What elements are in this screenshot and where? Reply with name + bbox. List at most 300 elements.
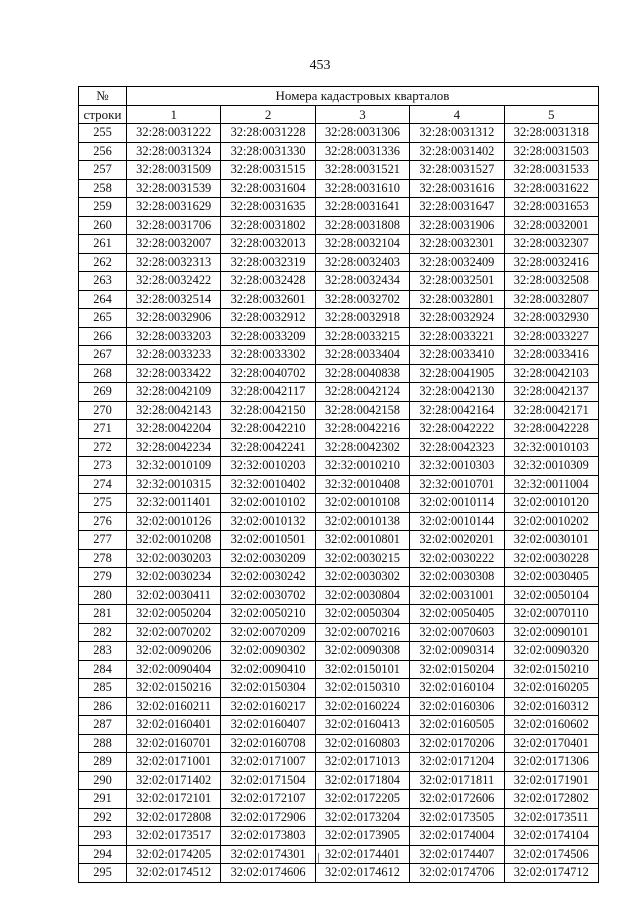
cadastral-number-cell: 32:02:0150101 — [315, 660, 409, 679]
table-header — [79, 87, 599, 124]
cadastral-number-cell: 32:28:0032501 — [410, 272, 504, 291]
cadastral-number-cell: 32:02:0160407 — [221, 716, 315, 735]
column-header-1: 1 — [127, 105, 221, 124]
cadastral-number-cell: 32:28:0031515 — [221, 161, 315, 180]
cadastral-number-cell: 32:28:0031509 — [127, 161, 221, 180]
row-number: 271 — [79, 420, 127, 439]
cadastral-number-cell: 32:02:0171504 — [221, 771, 315, 790]
page-number: 453 — [309, 58, 331, 73]
cadastral-number-cell: 32:28:0033221 — [410, 327, 504, 346]
cadastral-number-cell: 32:28:0031222 — [127, 124, 221, 143]
cadastral-number-cell: 32:28:0033410 — [410, 346, 504, 365]
row-number: 261 — [79, 235, 127, 254]
cadastral-number-cell: 32:02:0160217 — [221, 697, 315, 716]
cadastral-number-cell: 32:02:0174606 — [221, 864, 315, 883]
cadastral-number-cell: 32:02:0160803 — [315, 734, 409, 753]
cadastral-number-cell: 32:28:0032912 — [221, 309, 315, 328]
cadastral-number-cell: 32:28:0042130 — [410, 383, 504, 402]
table-row — [79, 531, 599, 550]
row-number: 291 — [79, 790, 127, 809]
cadastral-number-cell: 32:28:0042216 — [315, 420, 409, 439]
group-title: Номера кадастровых кварталов — [127, 87, 599, 106]
cadastral-number-cell: 32:02:0172205 — [315, 790, 409, 809]
row-number: 284 — [79, 660, 127, 679]
cadastral-number-cell: 32:02:0174205 — [127, 845, 221, 864]
row-number: 265 — [79, 309, 127, 328]
row-number: 293 — [79, 827, 127, 846]
cadastral-number-cell: 32:28:0032801 — [410, 290, 504, 309]
table-row — [79, 272, 599, 291]
row-number: 285 — [79, 679, 127, 698]
cadastral-number-cell: 32:02:0150204 — [410, 660, 504, 679]
cadastral-number-cell: 32:28:0031647 — [410, 198, 504, 217]
cadastral-number-cell: 32:28:0033416 — [504, 346, 598, 365]
cadastral-number-cell: 32:32:0010701 — [410, 475, 504, 494]
cadastral-number-cell: 32:28:0032422 — [127, 272, 221, 291]
cadastral-number-cell: 32:02:0090410 — [221, 660, 315, 679]
cadastral-number-cell: 32:32:0010203 — [221, 457, 315, 476]
row-number: 268 — [79, 364, 127, 383]
cadastral-number-cell: 32:28:0032924 — [410, 309, 504, 328]
row-number: 270 — [79, 401, 127, 420]
cadastral-number-cell: 32:32:0010408 — [315, 475, 409, 494]
cadastral-number-cell: 32:02:0070202 — [127, 623, 221, 642]
row-number: 281 — [79, 605, 127, 624]
cadastral-number-cell: 32:28:0033422 — [127, 364, 221, 383]
table-row — [79, 475, 599, 494]
row-number: 277 — [79, 531, 127, 550]
table-row — [79, 827, 599, 846]
cadastral-number-cell: 32:02:0030228 — [504, 549, 598, 568]
cadastral-number-cell: 32:28:0031802 — [221, 216, 315, 235]
cadastral-quarters-table — [78, 86, 599, 883]
cadastral-number-cell: 32:28:0042171 — [504, 401, 598, 420]
cadastral-number-cell: 32:02:0172107 — [221, 790, 315, 809]
cadastral-number-cell: 32:28:0033302 — [221, 346, 315, 365]
cadastral-number-cell: 32:28:0032007 — [127, 235, 221, 254]
cadastral-number-cell: 32:28:0032409 — [410, 253, 504, 272]
table-row — [79, 198, 599, 217]
cadastral-number-cell: 32:32:0010210 — [315, 457, 409, 476]
cadastral-number-cell: 32:28:0042137 — [504, 383, 598, 402]
cadastral-number-cell: 32:28:0031539 — [127, 179, 221, 198]
cadastral-number-cell: 32:02:0030234 — [127, 568, 221, 587]
cadastral-number-cell: 32:28:0031527 — [410, 161, 504, 180]
cadastral-number-cell: 32:28:0031629 — [127, 198, 221, 217]
row-number: 264 — [79, 290, 127, 309]
cadastral-number-cell: 32:02:0050405 — [410, 605, 504, 624]
cadastral-number-cell: 32:02:0150310 — [315, 679, 409, 698]
row-number: 263 — [79, 272, 127, 291]
header-row-columns — [79, 105, 599, 124]
table-row — [79, 679, 599, 698]
row-number: 258 — [79, 179, 127, 198]
cadastral-number-cell: 32:28:0033209 — [221, 327, 315, 346]
cadastral-number-cell: 32:28:0031318 — [504, 124, 598, 143]
table-row — [79, 216, 599, 235]
cadastral-number-cell: 32:02:0010132 — [221, 512, 315, 531]
table-row — [79, 568, 599, 587]
cadastral-number-cell: 32:02:0160505 — [410, 716, 504, 735]
cadastral-number-cell: 32:28:0031228 — [221, 124, 315, 143]
table-body — [79, 124, 599, 883]
cadastral-number-cell: 32:28:0032013 — [221, 235, 315, 254]
cadastral-number-cell: 32:02:0010138 — [315, 512, 409, 531]
table-row — [79, 253, 599, 272]
cadastral-number-cell: 32:28:0031533 — [504, 161, 598, 180]
cadastral-number-cell: 32:02:0030101 — [504, 531, 598, 550]
table-row — [79, 790, 599, 809]
row-number: 292 — [79, 808, 127, 827]
cadastral-number-cell: 32:02:0030203 — [127, 549, 221, 568]
cadastral-number-cell: 32:28:0031653 — [504, 198, 598, 217]
cadastral-number-cell: 32:02:0030215 — [315, 549, 409, 568]
cadastral-number-cell: 32:28:0032514 — [127, 290, 221, 309]
cadastral-number-cell: 32:28:0042323 — [410, 438, 504, 457]
cadastral-number-cell: 32:02:0173803 — [221, 827, 315, 846]
table-row — [79, 660, 599, 679]
row-number: 287 — [79, 716, 127, 735]
column-header-5: 5 — [504, 105, 598, 124]
cadastral-number-cell: 32:32:0010303 — [410, 457, 504, 476]
cadastral-number-cell: 32:28:0042228 — [504, 420, 598, 439]
cadastral-number-cell: 32:28:0032508 — [504, 272, 598, 291]
table-row — [79, 623, 599, 642]
row-number: 282 — [79, 623, 127, 642]
num-label: № — [79, 87, 127, 106]
cadastral-number-cell: 32:02:0174004 — [410, 827, 504, 846]
cadastral-number-cell: 32:32:0010402 — [221, 475, 315, 494]
cadastral-number-cell: 32:02:0172101 — [127, 790, 221, 809]
row-number: 289 — [79, 753, 127, 772]
cadastral-number-cell: 32:02:0150210 — [504, 660, 598, 679]
cadastral-number-cell: 32:02:0090314 — [410, 642, 504, 661]
cadastral-number-cell: 32:28:0031641 — [315, 198, 409, 217]
cadastral-number-cell: 32:28:0042158 — [315, 401, 409, 420]
cadastral-number-cell: 32:28:0031604 — [221, 179, 315, 198]
column-header-2: 2 — [221, 105, 315, 124]
cadastral-number-cell: 32:28:0031312 — [410, 124, 504, 143]
cadastral-number-cell: 32:02:0160602 — [504, 716, 598, 735]
table-row — [79, 457, 599, 476]
cadastral-number-cell: 32:28:0031906 — [410, 216, 504, 235]
row-number: 279 — [79, 568, 127, 587]
cadastral-number-cell: 32:28:0032403 — [315, 253, 409, 272]
cadastral-number-cell: 32:02:0030702 — [221, 586, 315, 605]
header-row-top — [79, 87, 599, 106]
cadastral-number-cell: 32:28:0031503 — [504, 142, 598, 161]
cadastral-number-cell: 32:02:0030242 — [221, 568, 315, 587]
cadastral-number-cell: 32:02:0070209 — [221, 623, 315, 642]
cadastral-number-cell: 32:28:0032807 — [504, 290, 598, 309]
cadastral-number-cell: 32:02:0173204 — [315, 808, 409, 827]
cadastral-number-cell: 32:02:0090101 — [504, 623, 598, 642]
cadastral-number-cell: 32:28:0042117 — [221, 383, 315, 402]
rows-label: строки — [79, 105, 127, 124]
row-number: 267 — [79, 346, 127, 365]
table-row — [79, 494, 599, 513]
cadastral-number-cell: 32:28:0042164 — [410, 401, 504, 420]
cadastral-number-cell: 32:28:0031336 — [315, 142, 409, 161]
cadastral-number-cell: 32:02:0160312 — [504, 697, 598, 716]
cadastral-number-cell: 32:28:0042103 — [504, 364, 598, 383]
cadastral-number-cell: 32:02:0171001 — [127, 753, 221, 772]
cadastral-number-cell: 32:02:0010120 — [504, 494, 598, 513]
cadastral-number-cell: 32:28:0032301 — [410, 235, 504, 254]
scan-artifact — [318, 853, 319, 863]
table-row — [79, 327, 599, 346]
cadastral-number-cell: 32:02:0160306 — [410, 697, 504, 716]
cadastral-number-cell: 32:02:0030411 — [127, 586, 221, 605]
row-number: 269 — [79, 383, 127, 402]
cadastral-number-cell: 32:02:0030209 — [221, 549, 315, 568]
cadastral-number-cell: 32:28:0032416 — [504, 253, 598, 272]
cadastral-number-cell: 32:02:0020201 — [410, 531, 504, 550]
table-row — [79, 549, 599, 568]
cadastral-number-cell: 32:02:0171007 — [221, 753, 315, 772]
cadastral-number-cell: 32:02:0030308 — [410, 568, 504, 587]
table-row — [79, 864, 599, 883]
table-row — [79, 161, 599, 180]
cadastral-number-cell: 32:02:0160708 — [221, 734, 315, 753]
cadastral-number-cell: 32:02:0160224 — [315, 697, 409, 716]
row-number: 290 — [79, 771, 127, 790]
table-row — [79, 438, 599, 457]
cadastral-number-cell: 32:02:0174712 — [504, 864, 598, 883]
cadastral-number-cell: 32:02:0171306 — [504, 753, 598, 772]
cadastral-number-cell: 32:02:0050204 — [127, 605, 221, 624]
cadastral-number-cell: 32:28:0031635 — [221, 198, 315, 217]
cadastral-number-cell: 32:02:0170206 — [410, 734, 504, 753]
row-number: 280 — [79, 586, 127, 605]
cadastral-number-cell: 32:02:0010108 — [315, 494, 409, 513]
cadastral-number-cell: 32:02:0174506 — [504, 845, 598, 864]
cadastral-number-cell: 32:32:0010103 — [504, 438, 598, 457]
row-number: 274 — [79, 475, 127, 494]
cadastral-number-cell: 32:32:0010315 — [127, 475, 221, 494]
cadastral-number-cell: 32:02:0070110 — [504, 605, 598, 624]
cadastral-number-cell: 32:28:0031306 — [315, 124, 409, 143]
cadastral-number-cell: 32:28:0031324 — [127, 142, 221, 161]
cadastral-number-cell: 32:02:0174301 — [221, 845, 315, 864]
row-number: 286 — [79, 697, 127, 716]
row-number: 256 — [79, 142, 127, 161]
cadastral-number-cell: 32:02:0031001 — [410, 586, 504, 605]
cadastral-number-cell: 32:32:0010309 — [504, 457, 598, 476]
cadastral-number-cell: 32:02:0050304 — [315, 605, 409, 624]
cadastral-number-cell: 32:28:0032918 — [315, 309, 409, 328]
table-row — [79, 716, 599, 735]
row-number: 283 — [79, 642, 127, 661]
cadastral-number-cell: 32:02:0010501 — [221, 531, 315, 550]
cadastral-number-cell: 32:02:0010114 — [410, 494, 504, 513]
table-row — [79, 309, 599, 328]
cadastral-number-cell: 32:02:0030222 — [410, 549, 504, 568]
cadastral-number-cell: 32:02:0050210 — [221, 605, 315, 624]
table-row — [79, 697, 599, 716]
row-number: 255 — [79, 124, 127, 143]
cadastral-number-cell: 32:28:0031706 — [127, 216, 221, 235]
row-number: 266 — [79, 327, 127, 346]
cadastral-number-cell: 32:02:0172808 — [127, 808, 221, 827]
cadastral-number-cell: 32:02:0171901 — [504, 771, 598, 790]
cadastral-number-cell: 32:28:0032104 — [315, 235, 409, 254]
cadastral-number-cell: 32:02:0010102 — [221, 494, 315, 513]
cadastral-number-cell: 32:02:0010801 — [315, 531, 409, 550]
row-number: 278 — [79, 549, 127, 568]
cadastral-number-cell: 32:02:0173517 — [127, 827, 221, 846]
cadastral-number-cell: 32:28:0033404 — [315, 346, 409, 365]
row-number: 259 — [79, 198, 127, 217]
cadastral-number-cell: 32:02:0172606 — [410, 790, 504, 809]
cadastral-number-cell: 32:02:0090320 — [504, 642, 598, 661]
cadastral-number-cell: 32:02:0174512 — [127, 864, 221, 883]
cadastral-number-cell: 32:02:0172906 — [221, 808, 315, 827]
table-row — [79, 290, 599, 309]
cadastral-number-cell: 32:02:0030302 — [315, 568, 409, 587]
row-number: 262 — [79, 253, 127, 272]
cadastral-number-cell: 32:02:0030405 — [504, 568, 598, 587]
cadastral-number-cell: 32:28:0032313 — [127, 253, 221, 272]
table-row — [79, 346, 599, 365]
cadastral-number-cell: 32:02:0160205 — [504, 679, 598, 698]
table-row — [79, 642, 599, 661]
cadastral-number-cell: 32:02:0174401 — [315, 845, 409, 864]
cadastral-number-cell: 32:28:0031330 — [221, 142, 315, 161]
cadastral-number-cell: 32:28:0032307 — [504, 235, 598, 254]
cadastral-number-cell: 32:02:0170401 — [504, 734, 598, 753]
cadastral-number-cell: 32:02:0174104 — [504, 827, 598, 846]
cadastral-number-cell: 32:28:0031521 — [315, 161, 409, 180]
cadastral-number-cell: 32:28:0040838 — [315, 364, 409, 383]
cadastral-number-cell: 32:02:0171811 — [410, 771, 504, 790]
cadastral-number-cell: 32:02:0010144 — [410, 512, 504, 531]
cadastral-number-cell: 32:28:0042124 — [315, 383, 409, 402]
cadastral-number-cell: 32:02:0010126 — [127, 512, 221, 531]
cadastral-number-cell: 32:02:0090206 — [127, 642, 221, 661]
cadastral-number-cell: 32:32:0010109 — [127, 457, 221, 476]
cadastral-number-cell: 32:02:0090404 — [127, 660, 221, 679]
cadastral-number-cell: 32:02:0172802 — [504, 790, 598, 809]
row-number: 295 — [79, 864, 127, 883]
cadastral-number-cell: 32:28:0042210 — [221, 420, 315, 439]
cadastral-number-cell: 32:32:0011004 — [504, 475, 598, 494]
cadastral-number-cell: 32:28:0031808 — [315, 216, 409, 235]
table-row — [79, 512, 599, 531]
cadastral-number-cell: 32:28:0042241 — [221, 438, 315, 457]
table-row — [79, 808, 599, 827]
cadastral-number-cell: 32:02:0160104 — [410, 679, 504, 698]
table-row — [79, 235, 599, 254]
cadastral-number-cell: 32:28:0042143 — [127, 401, 221, 420]
column-header-4: 4 — [410, 105, 504, 124]
cadastral-number-cell: 32:02:0090302 — [221, 642, 315, 661]
cadastral-number-cell: 32:28:0032702 — [315, 290, 409, 309]
row-number: 294 — [79, 845, 127, 864]
cadastral-number-cell: 32:02:0070216 — [315, 623, 409, 642]
table-row — [79, 142, 599, 161]
row-number: 288 — [79, 734, 127, 753]
cadastral-number-cell: 32:02:0090308 — [315, 642, 409, 661]
cadastral-number-cell: 32:02:0010208 — [127, 531, 221, 550]
cadastral-number-cell: 32:28:0031402 — [410, 142, 504, 161]
cadastral-number-cell: 32:28:0032930 — [504, 309, 598, 328]
cadastral-number-cell: 32:02:0171204 — [410, 753, 504, 772]
cadastral-number-cell: 32:28:0042204 — [127, 420, 221, 439]
cadastral-number-cell: 32:28:0032428 — [221, 272, 315, 291]
cadastral-number-cell: 32:28:0032434 — [315, 272, 409, 291]
table-row — [79, 771, 599, 790]
cadastral-number-cell: 32:28:0032001 — [504, 216, 598, 235]
cadastral-number-cell: 32:32:0011401 — [127, 494, 221, 513]
row-number: 273 — [79, 457, 127, 476]
table-row — [79, 734, 599, 753]
cadastral-number-cell: 32:28:0040702 — [221, 364, 315, 383]
cadastral-number-cell: 32:28:0032906 — [127, 309, 221, 328]
cadastral-number-cell: 32:02:0171013 — [315, 753, 409, 772]
table-row — [79, 845, 599, 864]
cadastral-number-cell: 32:02:0160401 — [127, 716, 221, 735]
cadastral-number-cell: 32:02:0171804 — [315, 771, 409, 790]
table-row — [79, 401, 599, 420]
row-number: 276 — [79, 512, 127, 531]
cadastral-number-cell: 32:28:0042234 — [127, 438, 221, 457]
cadastral-number-cell: 32:02:0173905 — [315, 827, 409, 846]
cadastral-number-cell: 32:02:0150216 — [127, 679, 221, 698]
cadastral-number-cell: 32:02:0150304 — [221, 679, 315, 698]
table-row — [79, 364, 599, 383]
cadastral-number-cell: 32:28:0042150 — [221, 401, 315, 420]
table-row — [79, 586, 599, 605]
cadastral-number-cell: 32:28:0032319 — [221, 253, 315, 272]
row-number: 257 — [79, 161, 127, 180]
row-number: 272 — [79, 438, 127, 457]
cadastral-number-cell: 32:28:0033227 — [504, 327, 598, 346]
cadastral-number-cell: 32:02:0174706 — [410, 864, 504, 883]
cadastral-number-cell: 32:02:0174612 — [315, 864, 409, 883]
column-header-3: 3 — [315, 105, 409, 124]
cadastral-number-cell: 32:02:0160701 — [127, 734, 221, 753]
cadastral-number-cell: 32:28:0032601 — [221, 290, 315, 309]
row-number: 260 — [79, 216, 127, 235]
cadastral-number-cell: 32:28:0031616 — [410, 179, 504, 198]
cadastral-number-cell: 32:02:0174407 — [410, 845, 504, 864]
cadastral-number-cell: 32:02:0010202 — [504, 512, 598, 531]
cadastral-number-cell: 32:02:0171402 — [127, 771, 221, 790]
cadastral-number-cell: 32:02:0050104 — [504, 586, 598, 605]
cadastral-number-cell: 32:02:0030804 — [315, 586, 409, 605]
row-number: 275 — [79, 494, 127, 513]
cadastral-number-cell: 32:28:0042109 — [127, 383, 221, 402]
cadastral-number-cell: 32:02:0070603 — [410, 623, 504, 642]
table-row — [79, 753, 599, 772]
cadastral-number-cell: 32:02:0173505 — [410, 808, 504, 827]
cadastral-number-cell: 32:02:0160413 — [315, 716, 409, 735]
table-row — [79, 420, 599, 439]
cadastral-number-cell: 32:28:0031610 — [315, 179, 409, 198]
table-row — [79, 124, 599, 143]
cadastral-number-cell: 32:02:0173511 — [504, 808, 598, 827]
cadastral-number-cell: 32:28:0031622 — [504, 179, 598, 198]
cadastral-number-cell: 32:28:0041905 — [410, 364, 504, 383]
cadastral-number-cell: 32:28:0033203 — [127, 327, 221, 346]
cadastral-number-cell: 32:28:0042302 — [315, 438, 409, 457]
cadastral-number-cell: 32:28:0033233 — [127, 346, 221, 365]
table-row — [79, 383, 599, 402]
table-row — [79, 179, 599, 198]
cadastral-number-cell: 32:28:0042222 — [410, 420, 504, 439]
table-row — [79, 605, 599, 624]
